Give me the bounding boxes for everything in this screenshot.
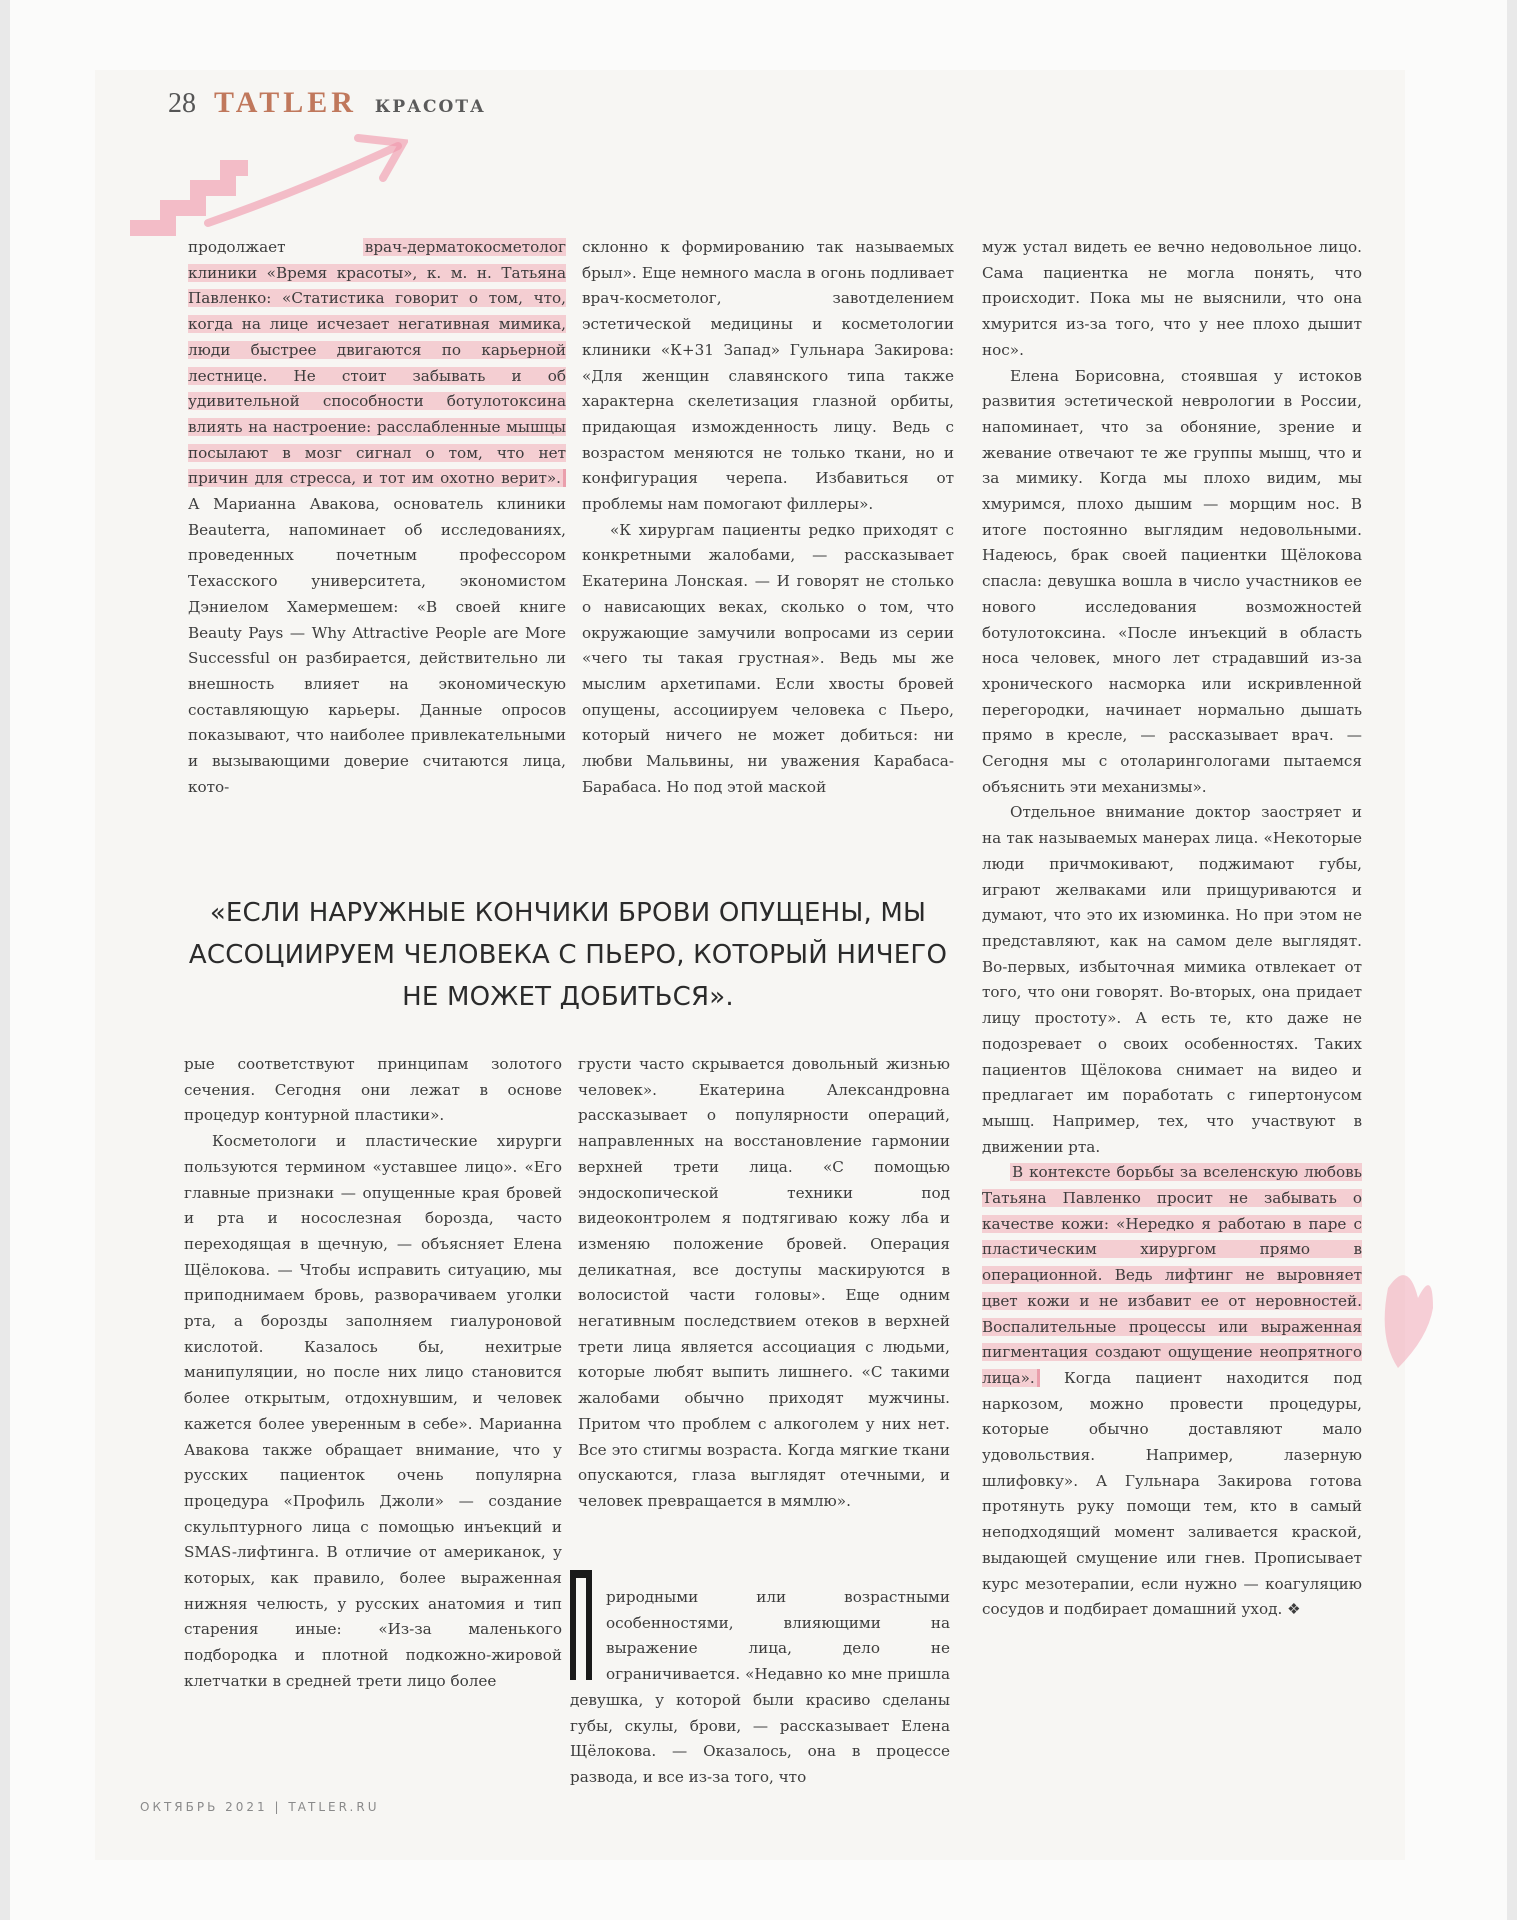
highlighted-text: врач-дерматокосметолог клиники «Время красоты», к. м. н. Татьяна Павленко: «Статистика говорит о том, что, когда на лице исчезает негативная мимика, люди быстрее двигаются по карьерной лестнице. Не стоит забывать и об удивительной способности ботулотоксина влиять на настроение: расслабленные мышцы посылают в мозг сигнал о том, что нет причин для стресса, и тот им охотно верит». bbox=[188, 238, 566, 488]
paragraph: Отдельное внимание доктор заостряет и на так называемых манерах лица. «Некоторые люди причмокивают, поджимают губы, играют желваками или прищуриваются и думают, что это их изюминка. Но при этом не представляют, как на самом деле выглядят. Во-первых, избыточная мимика отвлекает от того, что они говорят. Во-вторых, она придает лицу простоту». А есть те, кто даже не подозревает о своих особенностях. Таких пациентов Щёлокова снимает на видео и предлагает им поработать с гипертонусом мышц. Например, тех, что участвуют в движении рта. bbox=[982, 803, 1362, 1156]
column-2 bbox=[582, 235, 954, 800]
paragraph: муж устал видеть ее вечно недовольное лицо. Сама пациентка не могла понять, что происходит. Пока мы не выяснили, что она хмурится из-за того, что у нее плохо дышит нос». bbox=[982, 238, 1362, 359]
section-title: КРАСОТА bbox=[374, 97, 486, 117]
column-4 bbox=[184, 1052, 562, 1695]
text: продолжает bbox=[188, 238, 363, 256]
paragraph: грусти часто скрывается довольный жизнью человек». Екатерина Александровна рассказывает о популярности операций, направленных на восстановление гармонии верхней трети лица. «С помощью эндоскопической техники под видеоконтролем я подтягиваю кожу лба и изменяю положение бровей. Операция деликатная, все доступы маскируются в волосистой части головы». Еще одним негативным последствием отеков в верхней трети лица является ассоциация с людьми, которые любят выпить лишнего. «С такими жалобами обычно приходят мужчины. Притом что проблем с алкоголем у них нет. Все это стигмы возраста. Когда мягкие ткани опускаются, глаза выглядят отечными, и человек превращается в мямлю». bbox=[578, 1055, 950, 1510]
page-number: 28 bbox=[168, 88, 196, 119]
paragraph: Елена Борисовна, стоявшая у истоков развития эстетической неврологии в России, напоминает, что за обоняние, зрение и жевание отвечают те же группы мышц, что и за мимику. Когда мы плохо видим, мы хмуримся, плохо дышим — морщим нос. В итоге постоянно выглядим недовольными. Надеюсь, брак своей пациентки Щёлокова спасла: девушка вошла в число участников ее нового исследования возможностей ботулотоксина. «После инъекций в область носа человек, много лет страдавший из-за хронического насморка или искривленной перегородки, начинает нормально дышать прямо в кресле, — рассказывает врач. — Сегодня мы с отоларингологами пытаемся объяснить эти механизмы». bbox=[982, 366, 1362, 796]
paragraph bbox=[188, 235, 566, 800]
pink-heart-scribble-icon bbox=[1378, 1258, 1438, 1378]
brand-logo: TATLER bbox=[214, 86, 357, 119]
pink-arrow-scribble-icon bbox=[128, 128, 408, 238]
paragraph: «К хирургам пациенты редко приходят с конкретными жалобами, — рассказывает Екатерина Лонская. — И говорят не столько о нависающих веках, сколько о том, что окружающие замучили вопросами из серии «чего ты такая грустная». Ведь мы же мыслим архетипами. Если хвосты бровей опущены, ассоциируем человека с Пьеро, который ничего не может добиться: ни любви Мальвины, ни уважения Карабаса-Барабаса. Но под этой маской bbox=[582, 520, 954, 796]
paragraph: склонно к формированию так называемых брыл». Еще немного масла в огонь подливает врач-косметолог, завотделением эстетической медицины и косметологии клиники «К+31 Запад» Гульнара Закирова: «Для женщин славянского типа также характерна скелетизация глазной орбиты, придающая изможденность лицу. Ведь с возрастом меняются не только ткани, но и конфигурация черепа. Избавиться от проблемы нам помогают филлеры». bbox=[582, 238, 954, 514]
column-5 bbox=[578, 1052, 950, 1515]
column-6 bbox=[570, 1585, 950, 1791]
highlighted-text: В контексте борьбы за вселенскую любовь Татьяна Павленко просит не забывать о качестве кожи: «Нередко я работаю в паре с пластическим хирургом прямо в операционной. Ведь лифтинг не выровняет цвет кожи и не избавит ее от неровностей. Воспалительные процессы или выраженная пигментация создают ощущение неопрятного лица». bbox=[982, 1163, 1362, 1387]
page-header bbox=[168, 86, 486, 126]
text: А Марианна Авакова, основатель клиники Beauterra, напоминает об исследованиях, проведенных почетным профессором Техасского университета, экономистом Дэниелом Хамермешем: «В своей книге Beauty Pays — Why Attractive People are More Successful он разбирается, действительно ли внешность влияет на экономическую составляющую карьеры. Данные опросов показывают, что наиболее привлекательными и вызывающими доверие считаются лица, кото- bbox=[188, 495, 566, 796]
column-3 bbox=[982, 235, 1362, 1623]
page-footer: ОКТЯБРЬ 2021 | TATLER.RU bbox=[140, 1800, 380, 1814]
paragraph: рые соответствуют принципам золотого сечения. Сегодня они лежат в основе процедур контурной пластики». bbox=[184, 1055, 562, 1125]
paragraph: риродными или возрастными особенностями, влияющими на выражение лица, дело не ограничивается. «Недавно ко мне пришла девушка, у которой были красиво сделаны губы, скулы, брови, — рассказывает Елена Щёлокова. — Оказалось, она в процессе развода, и все из-за того, что bbox=[570, 1588, 950, 1786]
text: Когда пациент находится под наркозом, можно провести процедуры, которые обычно доставляют мало удовольствия. Например, лазерную шлифовку». А Гульнара Закирова готова протянуть руку помощи тем, кто в самый неподходящий момент заливается краской, выдающей смущение или гнев. Прописывает курс мезотерапии, если нужно — коагуляцию сосудов и подбирает домашний уход. ❖ bbox=[982, 1368, 1362, 1619]
column-1 bbox=[188, 235, 566, 800]
paragraph: Косметологи и пластические хирурги пользуются термином «уставшее лицо». «Его главные признаки — опущенные края бровей и рта и носослезная борозда, часто переходящая в щечную, — объясняет Елена Щёлокова. — Чтобы исправить ситуацию, мы приподнимаем бровь, разворачиваем уголки рта, а борозды заполняем гиалуроновой кислотой. Казалось бы, нехитрые манипуляции, но после них лицо становится более открытым, отдохнувшим, и человек кажется более уверенным в себе». Марианна Авакова также обращает внимание, что у русских пациенток очень популярна процедура «Профиль Джоли» — создание скульптурного лица с помощью инъекций и SMAS-лифтинга. В отличие от американок, у которых, как правило, более выраженная нижняя челюсть, у русских анатомия и тип старения иные: «Из-за маленького подбородка и плотной подкожно-жировой клетчатки в средней трети лицо более bbox=[184, 1132, 562, 1690]
pull-quote: «ЕСЛИ НАРУЖНЫЕ КОНЧИКИ БРОВИ ОПУЩЕНЫ, МЫ АССОЦИИРУЕМ ЧЕЛОВЕКА С ПЬЕРО, КОТОРЫЙ НИЧЕГО НЕ МОЖЕТ ДОБИТЬСЯ». bbox=[188, 898, 948, 1012]
paragraph bbox=[982, 1160, 1362, 1623]
